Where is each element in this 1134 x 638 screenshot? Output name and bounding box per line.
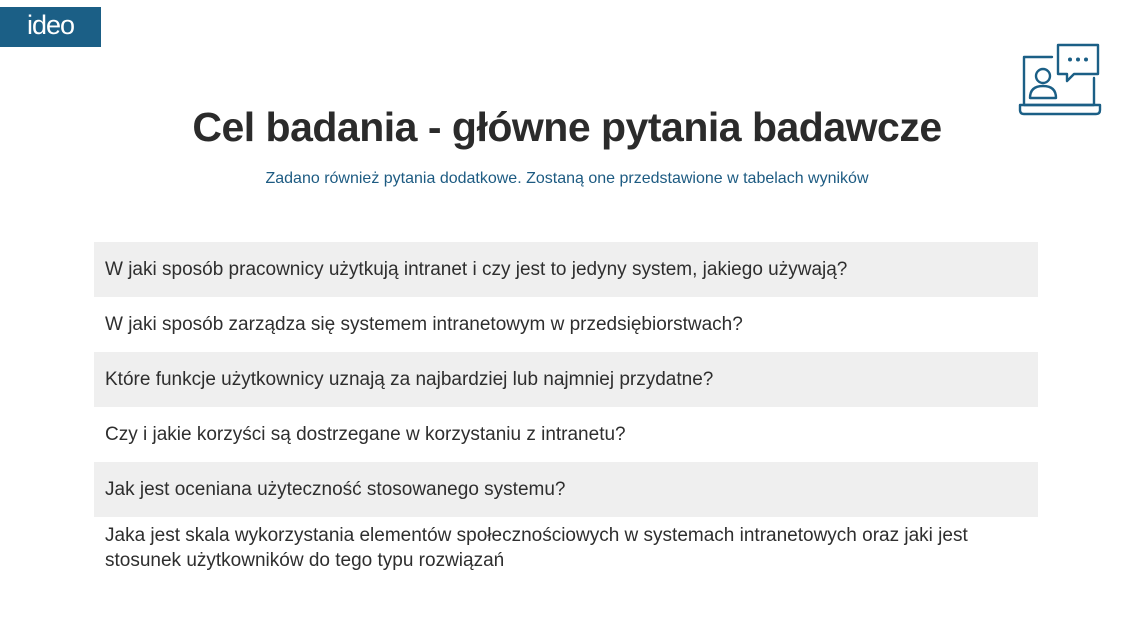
questions-list (94, 242, 1038, 573)
logo-text: ideo (26, 10, 75, 40)
question-row: W jaki sposób pracownicy użytkują intranet i czy jest to jedyny system, jakiego używają? (94, 242, 1038, 297)
question-row: Które funkcje użytkownicy uznają za najbardziej lub najmniej przydatne? (94, 352, 1038, 407)
ideo-logo (0, 7, 101, 47)
question-row: Jak jest oceniana użyteczność stosowanego systemu? (94, 462, 1038, 517)
question-row: Czy i jakie korzyści są dostrzegane w korzystaniu z intranetu? (105, 424, 626, 445)
question-row: Jaka jest skala wykorzystania elementów społecznościowych w systemach intranetowych oraz jaki jest stosunek użytkowników do tego typu rozwiązań (105, 525, 968, 571)
page-subtitle: Zadano również pytania dodatkowe. Zostaną one przedstawione w tabelach wyników (265, 170, 869, 187)
page-title: Cel badania - główne pytania badawcze (192, 104, 942, 150)
question-row: W jaki sposób zarządza się systemem intranetowym w przedsiębiorstwach? (105, 314, 743, 335)
